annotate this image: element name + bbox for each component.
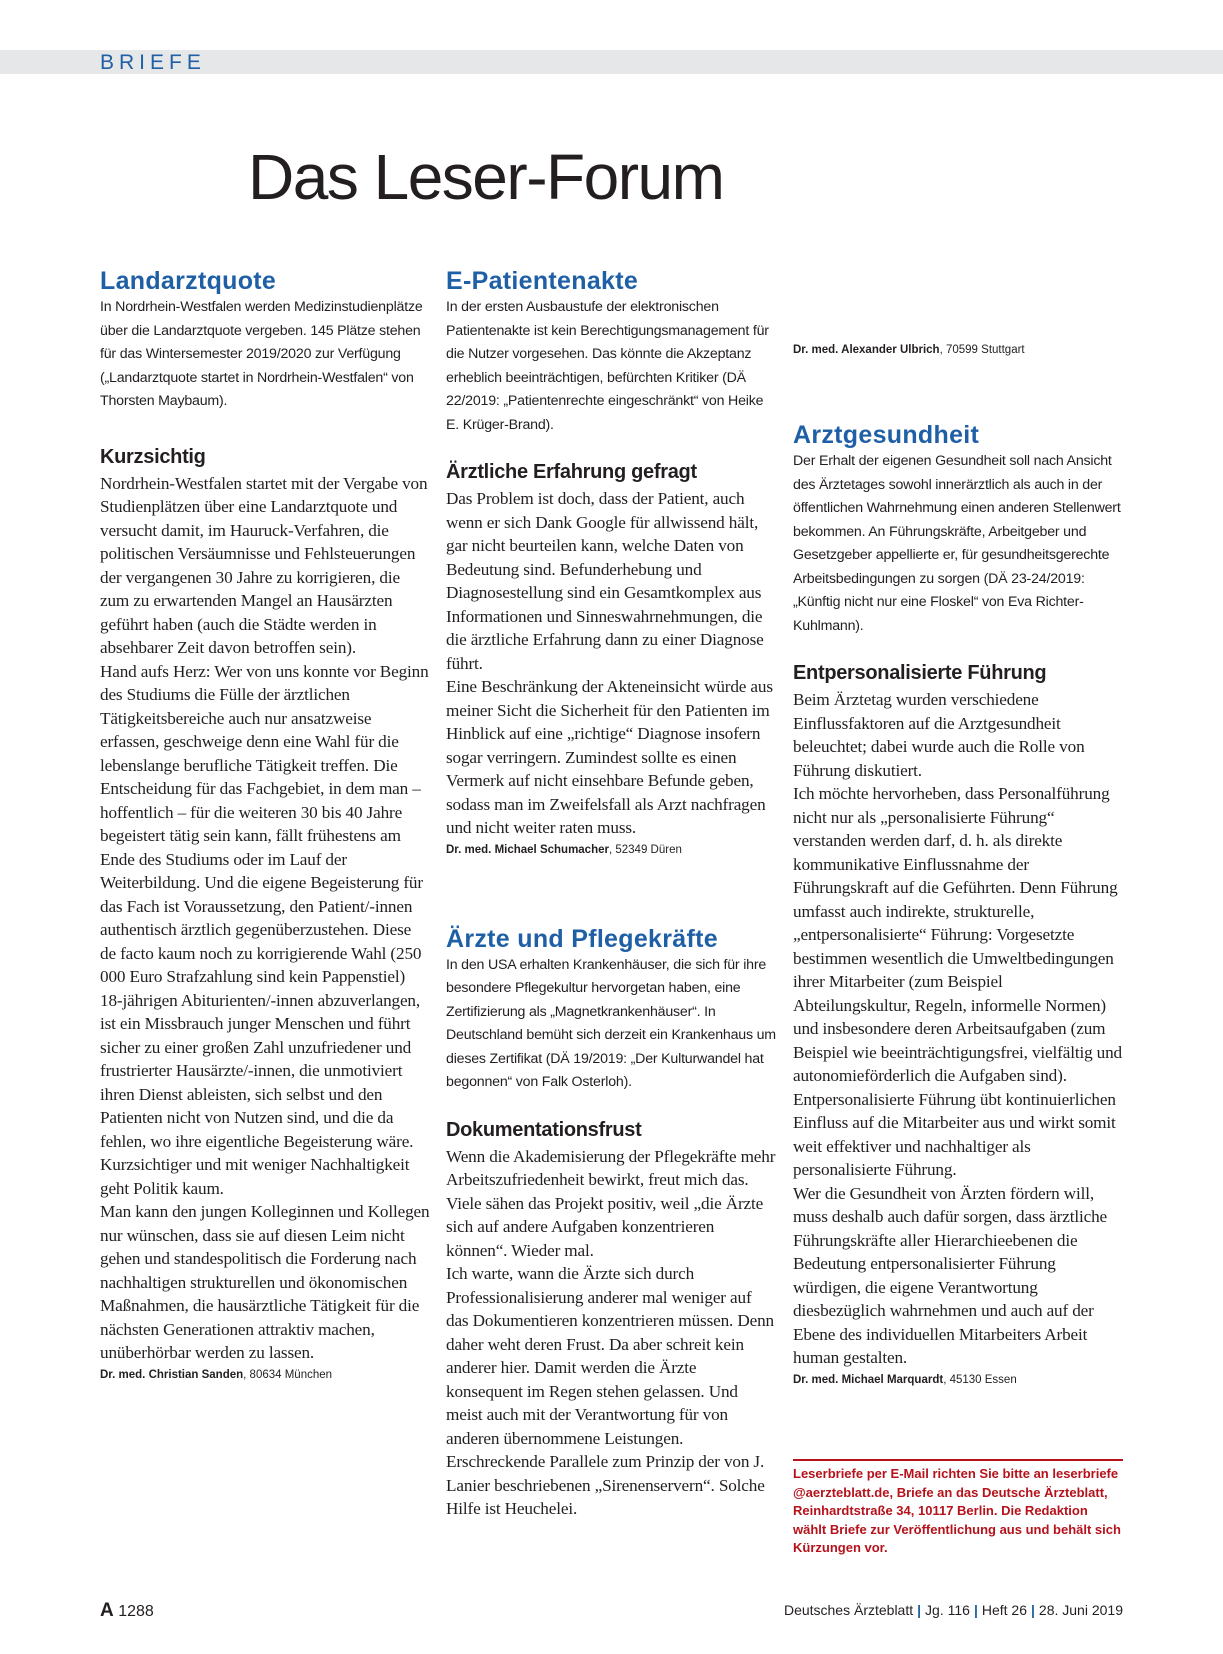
- letter-paragraph: Das Problem ist doch, dass der Patient, auch wenn er sich Dank Google für allwissend hält, gar nicht beurteilen kann, welche Daten von Bedeutung sind. Befunderhebung und Diagnosestellung sind ein Gesamtkomplex aus Informationen und Sinneswahrnehmungen, die die ärztliche Erfahrung dann zu einer Diagnose führt.: [446, 489, 764, 673]
- signature-place: , 80634 München: [243, 1368, 333, 1381]
- letter-paragraph: Beim Ärztetag wurden verschiedene Einflussfaktoren auf die Arztgesundheit beleuchtet; dabei wurde auch die Rolle von Führung diskutiert.: [793, 690, 1085, 780]
- letter-paragraph: Ich möchte hervorheben, dass Personalführung nicht nur als „personalisierte Führung“ verstanden werden darf, d. h. als direkte kommunikative Einflussnahme der Führungskraft auf die Geführten. Denn Führung umfasst auch indirekte, strukturelle, „entpersonalisierte“ Führung: Vorgesetzte bestimmen wesentlich die Umweltbedingungen ihrer Mitarbeiter (zum Beispiel Abteilungskultur, Regeln, informelle Normen) und insbesondere deren Arbeitsaufgaben (zum Beispiel wie beeinträchtigungsfrei, vielfältig und autonomieförderlich die Aufgaben sind). Entpersonalisierte Führung übt kontinuierlichen Einfluss auf die Mitarbeiter aus und wirkt somit weit effektiver und nachhaltiger als personalisierte Führung.: [793, 784, 1122, 1179]
- letter-paragraph: Hand aufs Herz: Wer von uns konnte vor Beginn des Studiums die Fülle der ärztlichen Tätigkeitsbereiche auch nur ansatzweise erfassen, geschweige denn eine Wahl für die lebenslange berufliche Tätigkeit treffen. Die Entscheidung für das Fachgebiet, in dem man – hoffentlich – für die weiteren 30 bis 40 Jahre begeistert tätig sein kann, fällt frühestens am Ende des Studiums oder im Lauf der Weiterbildung. Und die eigene Begeisterung für das Fach ist Voraussetzung, den Patient/-innen authentisch ärztlich gegenüberzustehen. Diese de facto kaum noch zu korrigierende Wahl (250 000 Euro Strafzahlung sind kein Pappenstiel) 18-jährigen Abiturienten/-innen abzuverlangen, ist ein Missbrauch junger Menschen und führt sicher zu einer großen Zahl unzufriedener und frustrierter Hausärzte/-innen, die unmotiviert ihren Dienst ableisten, sich selbst und den Patienten nicht von Nutzen sind, und die da fehlen, wo ihre eigentliche Begeisterung wäre. Kurzsichtiger und mit weniger Nachhaltigkeit geht Politik kaum.: [100, 661, 429, 1198]
- footer-separator: |: [917, 1602, 922, 1618]
- letter-paragraph: Man kann den jungen Kolleginnen und Kollegen nur wünschen, dass sie auf diesen Leim nicht gehen und standespolitisch die Forderung nach nachhaltigen strukturellen und ökonomischen Maßnahmen, die hausärztliche Tätigkeit für die nächsten Generationen attraktiv machen, unüberhörbar werden zu lassen.: [100, 1202, 430, 1362]
- topic-intro: Der Erhalt der eigenen Gesundheit soll nach Ansicht des Ärztetages sowohl innerärztlich als auch in der öffentlichen Wahrnehmung einen anderen Stellenwert bekommen. An Führungskräfte, Arbeitgeber und Gesetzgeber appellierte er, für gesundheitsgerechte Arbeitsbedingungen zu sorgen (DÄ 23-24/2019: „Künftig nicht nur eine Floskel“ von Eva Richter-Kuhlmann).: [793, 453, 1121, 634]
- signature-name: Dr. med. Christian Sanden: [100, 1368, 244, 1381]
- letter-paragraph: Nordrhein-Westfalen startet mit der Vergabe von Studienplätzen über eine Landarztquote und versucht damit, im Hauruck-Verfahren, die politischen Versäumnisse und Fehlsteuerungen der vergangenen 30 Jahre zu korrigieren, die zum zu erwartenden Mangel an Hausärzten geführt haben (auch die Städte werden in absehbarer Zeit davon betroffen sein).: [100, 473, 428, 657]
- footer-separator: |: [1031, 1602, 1035, 1618]
- letter-body: [793, 688, 1123, 1370]
- letter-body: [100, 472, 430, 1365]
- page-number-value: 1288: [118, 1603, 154, 1620]
- letter-paragraph: Ich warte, wann die Ärzte sich durch Professionalisierung anderer mal weniger auf das Dokumentieren konzentrieren müssen. Denn daher weht deren Frust. Da aber schreit kein anderer hier. Damit werden die Ärzte konsequent im Regen stehen gelassen. Und meist auch mit der Verantwortung für von anderen übernommene Leistungen. Erschreckende Parallele zum Prinzip der von J. Lanier beschriebenen „Sirenenservern“. Solche Hilfe ist Heuchelei.: [446, 1264, 774, 1518]
- signature-place: , 70599 Stuttgart: [939, 344, 1025, 356]
- letter-body: [446, 487, 776, 840]
- letter-signature: [446, 840, 776, 860]
- signature-place: , 52349 Düren: [608, 843, 682, 856]
- letter-paragraph: Eine Beschränkung der Akteneinsicht würde aus meiner Sicht die Sicherheit für den Patienten im Hinblick auf eine „richtige“ Diagnose insofern sogar verringern. Zumindest sollte es einen Vermerk auf nicht einsehbare Befunde geben, sodass man im Zweifelsfall als Arzt nachfragen und nicht weiter raten muss.: [446, 677, 773, 837]
- topic-heading: Ärzte und Pflegekräfte: [446, 924, 718, 953]
- submission-info-box: Leserbriefe per E-Mail richten Sie bitte an leserbriefe @aerzteblatt.de, Briefe an das Deutsche Ärzteblatt, Reinhardtstraße 34, 10117 Berlin. Die Redaktion wählt Briefe zur Veröffentlichung aus und behält sich Kürzungen vor.: [793, 1459, 1123, 1558]
- letter-paragraph: Wer die Gesundheit von Ärzten fördern will, muss deshalb auch dafür sorgen, dass ärztliche Führungskräfte aller Hierarchieebenen die Bedeutung entpersonalisierter Führung würdigen, die eigene Verantwortung diesbezüglich wahrnehmen und auch auf der Ebene des individuellen Mitarbeiters Arbeit human gestalten.: [793, 1183, 1107, 1367]
- letter-title: Dokumentationsfrust: [446, 1118, 642, 1141]
- page-title: Das Leser-Forum: [248, 141, 724, 213]
- signature-name: Dr. med. Alexander Ulbrich: [793, 344, 940, 356]
- column-2: [446, 266, 776, 1521]
- volume: Jg. 116: [925, 1602, 970, 1618]
- letter-body: [446, 1145, 776, 1521]
- footer-separator: |: [973, 1602, 978, 1618]
- signature-name: Dr. med. Michael Schumacher: [446, 843, 609, 856]
- section-label: BRIEFE: [100, 51, 206, 74]
- topic-heading: Arztgesundheit: [793, 421, 980, 449]
- letter-title: Entpersonalisierte Führung: [793, 662, 1047, 684]
- letter-signature: [793, 1370, 1123, 1390]
- signature-name: Dr. med. Michael Marquardt: [793, 1373, 944, 1386]
- topic-intro: In der ersten Ausbaustufe der elektronischen Patientenakte ist kein Berechtigungsmanagement für die Nutzer vorgesehen. Das könnte die Akzeptanz erheblich beeinträchtigen, befürchten Kritiker (DÄ 22/2019: „Patientenrechte eingeschränkt“ von Heike E. Krüger-Brand).: [446, 299, 769, 433]
- letter-title: Kurzsichtig: [100, 445, 206, 468]
- topic-intro: In den USA erhalten Krankenhäuser, die sich für ihre besondere Pflegekultur hervorgetan haben, eine Zertifizierung als „Magnetkrankenhäuser“. In Deutschland bemüht sich derzeit ein Krankenhaus um dieses Zertifikat (DÄ 19/2019: „Der Kulturwandel hat begonnen“ von Falk Osterloh).: [446, 956, 776, 1090]
- signature-place: , 45130 Essen: [943, 1373, 1017, 1386]
- letter-paragraph: Wenn die Akademisierung der Pflegekräfte mehr Arbeitszufriedenheit bewirkt, freut mich das. Viele sähen das Projekt positiv, weil „die Ärzte sich auf andere Aufgaben konzentrieren können“. Wieder mal.: [446, 1146, 776, 1260]
- page-number: [100, 1600, 154, 1622]
- topic-heading: Landarztquote: [100, 267, 277, 295]
- issue: Heft 26: [981, 1602, 1027, 1618]
- topic-intro: In Nordrhein-Westfalen werden Medizinstudienplätze über die Landarztquote vergeben. 145 Plätze stehen für das Wintersemester 2019/2020 zur Verfügung („Landarztquote startet in Nordrhein-Westfalen“ von Thorsten Maybaum).: [100, 299, 423, 409]
- column-3: [793, 266, 1123, 1390]
- issue-date: 28. Juni 2019: [1038, 1602, 1123, 1618]
- letter-signature: [793, 340, 1123, 360]
- topic-heading: E-Patientenakte: [446, 267, 639, 295]
- page-prefix: A: [100, 1600, 114, 1621]
- letter-title: Ärztliche Erfahrung gefragt: [446, 461, 697, 483]
- publication-name: Deutsches Ärzteblatt: [783, 1602, 914, 1618]
- footer-publication: [784, 1602, 1123, 1618]
- letter-signature: [100, 1365, 430, 1385]
- column-1: [100, 266, 430, 1385]
